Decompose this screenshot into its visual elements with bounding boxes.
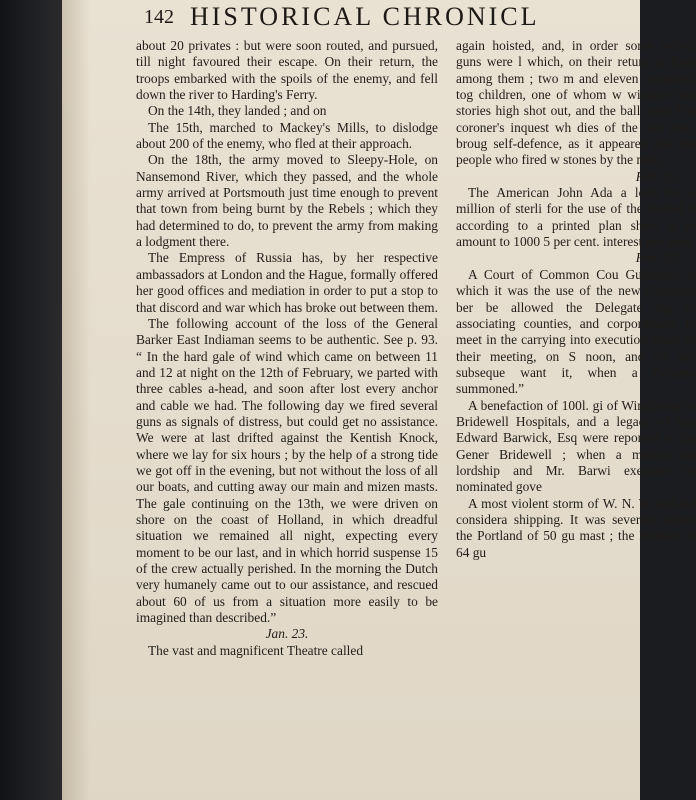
paragraph: A most violent storm of W. N. W and did considera shipping. It was severely where the Portland of 50 gu mast ; the Prothée of 64 gu (456, 495, 696, 560)
left-column (136, 38, 438, 659)
paragraph: A Court of Common Cou Guildhall, at which it was the use of the new Common ber be allowed the Delegate ing or associating counties, and corporations, to meet in the carrying into execution poses of their meeting, on S noon, and on any subseque want it, when a Commo summoned.” (456, 266, 696, 397)
paragraph: The Empress of Russia has, by her respective ambassadors at London and the Hague, formally offered her good offices and mediation in order to put a stop to that discord and war which has broke out between them. (136, 250, 438, 315)
paragraph: The American John Ada a loan for a million of sterli for the use of the United S according to a printed plan share is to amount to 1000 5 per cent. interest per annu (456, 185, 696, 250)
paragraph: about 20 privates : but were soon routed, and pursued, till night favoured their escape. On their return, the troops embarked with the spoils of the enemy, and fell down the river to Harding's Ferry. (136, 38, 438, 103)
paragraph: On the 14th, they landed ; and on (148, 103, 327, 119)
paragraph: again hoisted, and, in order some swivel guns were l which, on their return in fired among them ; two m and eleven wounded, tog children, one of whom w window two stories high shot out, and the ball went The coroner's inquest wh dies of the two men, broug self-defence, as it appeared that the people who fired w stones by the mob. (456, 38, 696, 168)
paragraph: A benefaction of 100l. gi of Winchester to Bridewell Hospitals, and a legacy of late Edward Barwick, Esq were reported to the Gener Bridewell ; when a motion his lordship and Mr. Barwi executor be nominated gove (456, 397, 696, 495)
dateline: Jan. 23. (265, 626, 309, 642)
dateline: Feb. 25. (635, 168, 680, 184)
page-header (80, 2, 640, 30)
paragraph: On the 18th, the army moved to Sleepy-Hole, on Nansemond River, which they passed, and the whole army arrived at Portsmouth just time enough to prevent that town from being burnt by the Rebels ; which they had determined to do, to prevent the army from making a lodgment there. (136, 152, 438, 250)
paragraph: The vast and magnificent Theatre called (148, 642, 364, 658)
dateline: Feb. 27. (635, 250, 680, 266)
running-title: HISTORICAL CHRONICL (190, 2, 540, 31)
page-number: 142 (144, 6, 174, 28)
right-column (456, 38, 696, 561)
book-binding-edge (0, 0, 62, 800)
paragraph: The 15th, marched to Mackey's Mills, to dislodge about 200 of the enemy, who fled at their approach. (136, 119, 438, 152)
paragraph: The following account of the loss of the General Barker East Indiaman seems to be authentic. See p. 93. “ In the hard gale of wind which came on between 11 and 12 at night on the 12th of February, we parted with three cables a-head, and soon after lost every anchor and cable we had. The following day we fired several guns as signals of distress, but could get no assistance. We were at last drifted against the Kentish Knock, where we lay for six hours ; by the help of a strong tide we got off in the evening, but not without the loss of all our boats, and cutting away our main and mizen masts. The gale continuing on the 13th, we were driven on shore on the coast of Holland, in which dreadful situation we remained all night, expecting every moment to be our last, and in which horrid suspense 15 of the crew actually perished. In the morning the Dutch very humanely came out to our assistance, and rescued about 60 of us from a situation more easily to be imagined than described.” (136, 315, 438, 626)
